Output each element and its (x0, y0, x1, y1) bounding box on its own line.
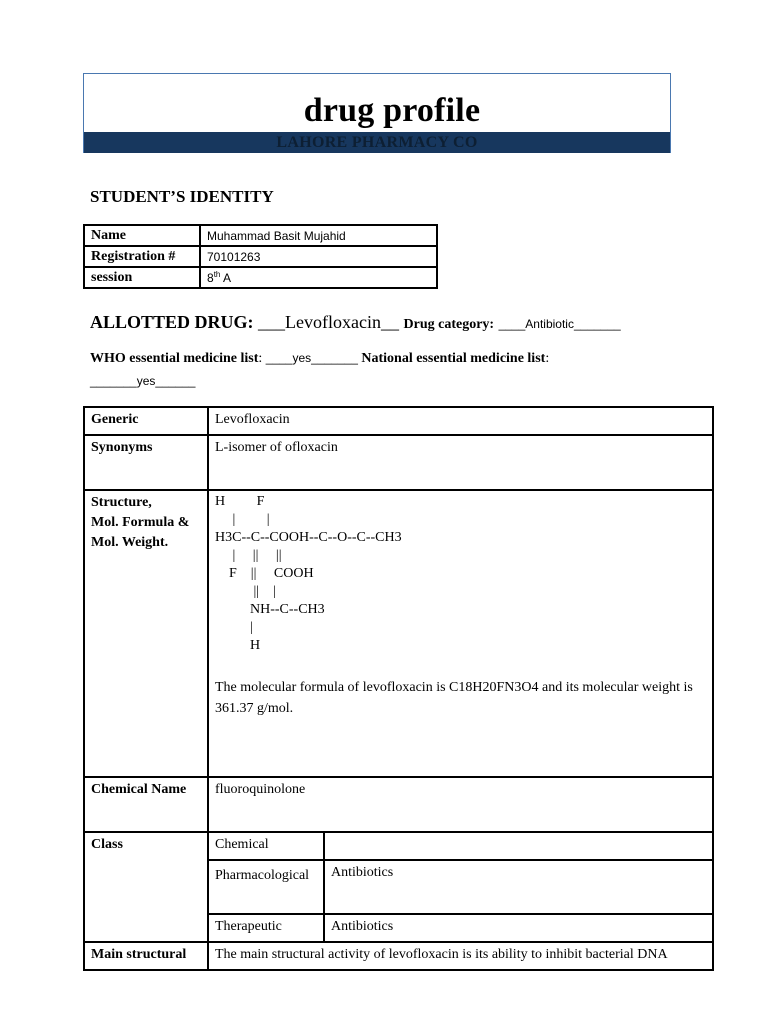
drug-profile-table (83, 406, 714, 971)
drug-category-value: ____Antibiotic_______ (498, 317, 621, 331)
registration-value: 70101263 (200, 246, 437, 267)
drug-category-label: Drug category: (403, 317, 495, 332)
header-box (83, 73, 671, 153)
table-row (84, 832, 713, 860)
class-therapeutic-label: Therapeutic (208, 914, 324, 942)
synonyms-value: L-isomer of ofloxacin (208, 435, 713, 490)
session-suffix: th (213, 270, 221, 279)
national-list-label: National essential medicine list (361, 351, 546, 366)
table-row (84, 435, 713, 490)
document-title: drug profile (303, 92, 481, 129)
name-value: Muhammad Basit Mujahid (200, 225, 437, 246)
table-row (84, 246, 437, 267)
class-chemical-label: Chemical (208, 832, 324, 860)
class-chemical-value (324, 832, 713, 860)
name-label: Name (84, 225, 200, 246)
class-therapeutic-value: Antibiotics (324, 914, 713, 942)
who-list-line: WHO essential medicine list: ____yes_______ National essential medicine list: (90, 351, 550, 366)
generic-label: Generic (84, 407, 208, 435)
structure-description: The molecular formula of levofloxacin is C18H20FN3O4 and its molecular weight is 361.37 g/mol. (215, 680, 693, 716)
chemical-name-label: Chemical Name (84, 777, 208, 832)
company-name: LAHORE PHARMACY CO (276, 134, 478, 151)
synonyms-label: Synonyms (84, 435, 208, 490)
allotted-drug-line (90, 312, 621, 333)
main-structural-value: The main structural activity of levofloxacin is its ability to inhibit bacterial DNA (208, 942, 713, 970)
main-structural-label: Main structural (84, 942, 208, 970)
table-row (84, 407, 713, 435)
table-row (84, 225, 437, 246)
allotted-drug-label: ALLOTTED DRUG: (90, 312, 254, 332)
company-band (84, 132, 670, 153)
allotted-drug-value: ___Levofloxacin__ (258, 312, 399, 332)
table-row (84, 942, 713, 970)
class-pharmacological-value: Antibiotics (324, 860, 713, 914)
table-row (84, 267, 437, 288)
student-identity-table (83, 224, 438, 289)
session-number: 8 (207, 271, 214, 285)
who-list-label: WHO essential medicine list (90, 351, 259, 366)
chemical-name-value: fluoroquinolone (208, 777, 713, 832)
national-list-line (90, 374, 195, 390)
weight-label-line: Mol. Weight. (91, 535, 169, 550)
class-label: Class (84, 832, 208, 942)
table-row (84, 490, 713, 777)
national-list-value: _______yes______ (90, 374, 196, 388)
session-label: session (84, 267, 200, 288)
session-value (200, 267, 437, 288)
session-section: A (220, 271, 232, 285)
table-row (84, 777, 713, 832)
generic-value: Levofloxacin (208, 407, 713, 435)
structure-label (84, 490, 208, 777)
student-identity-heading: STUDENT’S IDENTITY (90, 187, 274, 206)
who-list-value: ____yes_______ (265, 351, 358, 365)
structure-cell (208, 490, 713, 777)
formula-label-line: Mol. Formula & (91, 515, 190, 530)
structure-label-line: Structure, (91, 495, 152, 510)
class-pharmacological-label: Pharmacological (208, 860, 324, 914)
registration-label: Registration # (84, 246, 200, 267)
structure-drawing: H F | | H3C--C--COOH--C--O--C--CH3 | || || F || COOH || | NH--C--CH3 | H (215, 494, 402, 653)
